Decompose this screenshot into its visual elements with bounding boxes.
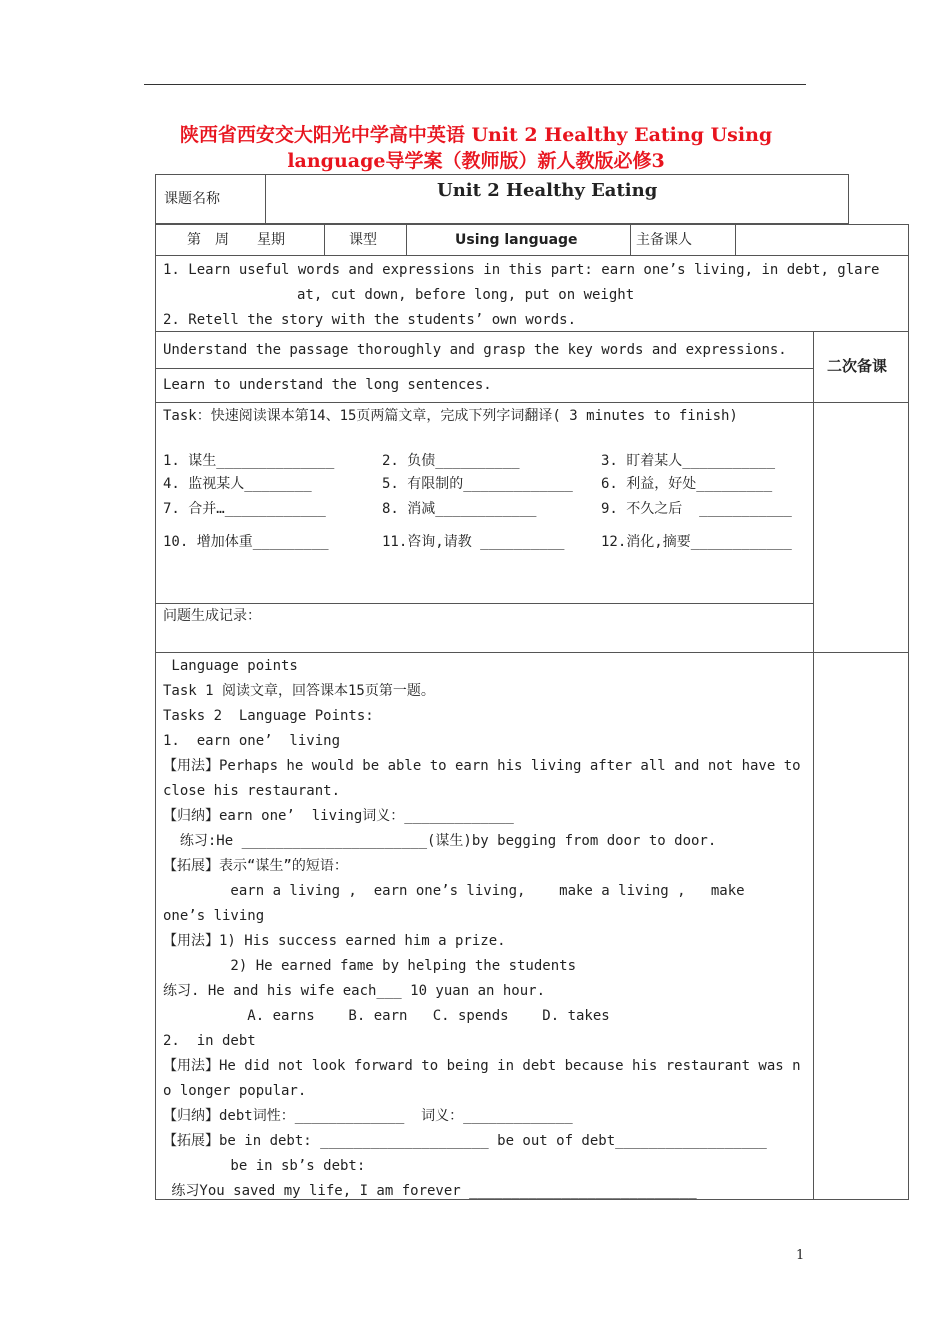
type-label: 课型 [349,232,377,248]
vocab-item: 2. 负债__________ [382,453,520,469]
record-label: 问题生成记录： [163,608,261,624]
language-point-line: 【拓展】表示“谋生”的短语： [163,858,348,874]
type-value: Using language [455,232,578,248]
teacher-label: 主备课人 [636,232,692,248]
task-instruction: Task：快速阅读课本第14、15页两篇文章，完成下列字词翻译( 3 minutes to finish) [163,408,738,424]
language-point-line: 【用法】He did not look forward to being in debt because his restaurant was n [163,1058,801,1074]
course-title: Unit 2 Healthy Eating [437,180,658,201]
language-point-line: 【拓展】be in debt: ____________________ be out of debt__________________ [163,1133,767,1149]
language-point-line: Language points [163,658,298,674]
language-points-text [163,654,811,1204]
vocab-item: 11.咨询,请教 __________ [382,534,565,550]
language-point-line: close his restaurant. [163,783,341,799]
vocab-item: 3. 盯着某人___________ [601,453,776,469]
vocab-item: 7. 合并…____________ [163,501,326,517]
objective-line-1: 1. Learn useful words and expressions in this part: earn one’s living, in debt, glare [163,262,880,278]
language-point-line: o longer popular. [163,1083,307,1099]
language-point-line: 【用法】Perhaps he would be able to earn his living after all and not have to [163,758,801,774]
language-point-line: 1. earn one’ living [163,733,341,749]
objective-line-3: 2. Retell the story with the students’ own words. [163,312,577,328]
vocab-item: 1. 谋生______________ [163,453,335,469]
language-point-line: one’s living [163,908,265,924]
worksheet-table [155,174,909,1200]
objective-line-2: at, cut down, before long, put on weight [297,287,635,303]
language-point-line: 练习You saved my life, I am forever ___________________________ [163,1183,697,1199]
language-point-line: 【归纳】earn one’ living词义：_____________ [163,808,514,824]
document-title [140,122,812,174]
key-point-text: Understand the passage thoroughly and grasp the key words and expressions. [163,342,787,358]
language-point-line: Task 1 阅读文章，回答课本15页第一题。 [163,683,435,699]
language-point-line: earn a living , earn one’s living, make a living , make [163,883,745,899]
title-line-1: 陕西省西安交大阳光中学高中英语 Unit 2 Healthy Eating Using [179,124,773,146]
language-point-line: be in sb’s debt: [163,1158,366,1174]
language-point-line: 练习. He and his wife each___ 10 yuan an hour. [163,983,546,999]
language-point-line: 2. in debt [163,1033,256,1049]
teacher-value-cell [735,224,909,256]
course-label: 课题名称 [164,191,220,207]
difficult-point-text: Learn to understand the long sentences. [163,377,492,393]
vocab-item: 12.消化,摘要____________ [601,534,792,550]
language-point-line: 练习:He ______________________(谋生)by begging from door to door. [163,833,717,849]
vocab-item: 4. 监视某人________ [163,476,312,492]
side-label: 二次备课 [827,357,888,375]
language-point-line: Tasks 2 Language Points: [163,708,374,724]
language-point-line: A. earns B. earn C. spends D. takes [163,1008,610,1024]
vocab-item: 8. 消减____________ [382,501,537,517]
vocab-item: 5. 有限制的_____________ [382,476,573,492]
week-label: 第 周 星期 [187,232,285,248]
header-rule [144,84,806,85]
language-point-line: 2) He earned fame by helping the students [163,958,577,974]
language-point-line: 【用法】1) His success earned him a prize. [163,933,506,949]
vocab-item: 6. 利益，好处_________ [601,476,773,492]
side-notes-cell-1 [813,402,909,653]
language-point-line: 【归纳】debt词性：_____________ 词义：_____________ [163,1108,573,1124]
side-notes-cell-2 [813,652,909,1200]
title-line-2: language导学案（教师版）新人教版必修3 [287,150,665,172]
vocab-item: 10. 增加体重_________ [163,534,329,550]
vocab-item: 9. 不久之后 ___________ [601,501,792,517]
page-number: 1 [796,1248,805,1263]
